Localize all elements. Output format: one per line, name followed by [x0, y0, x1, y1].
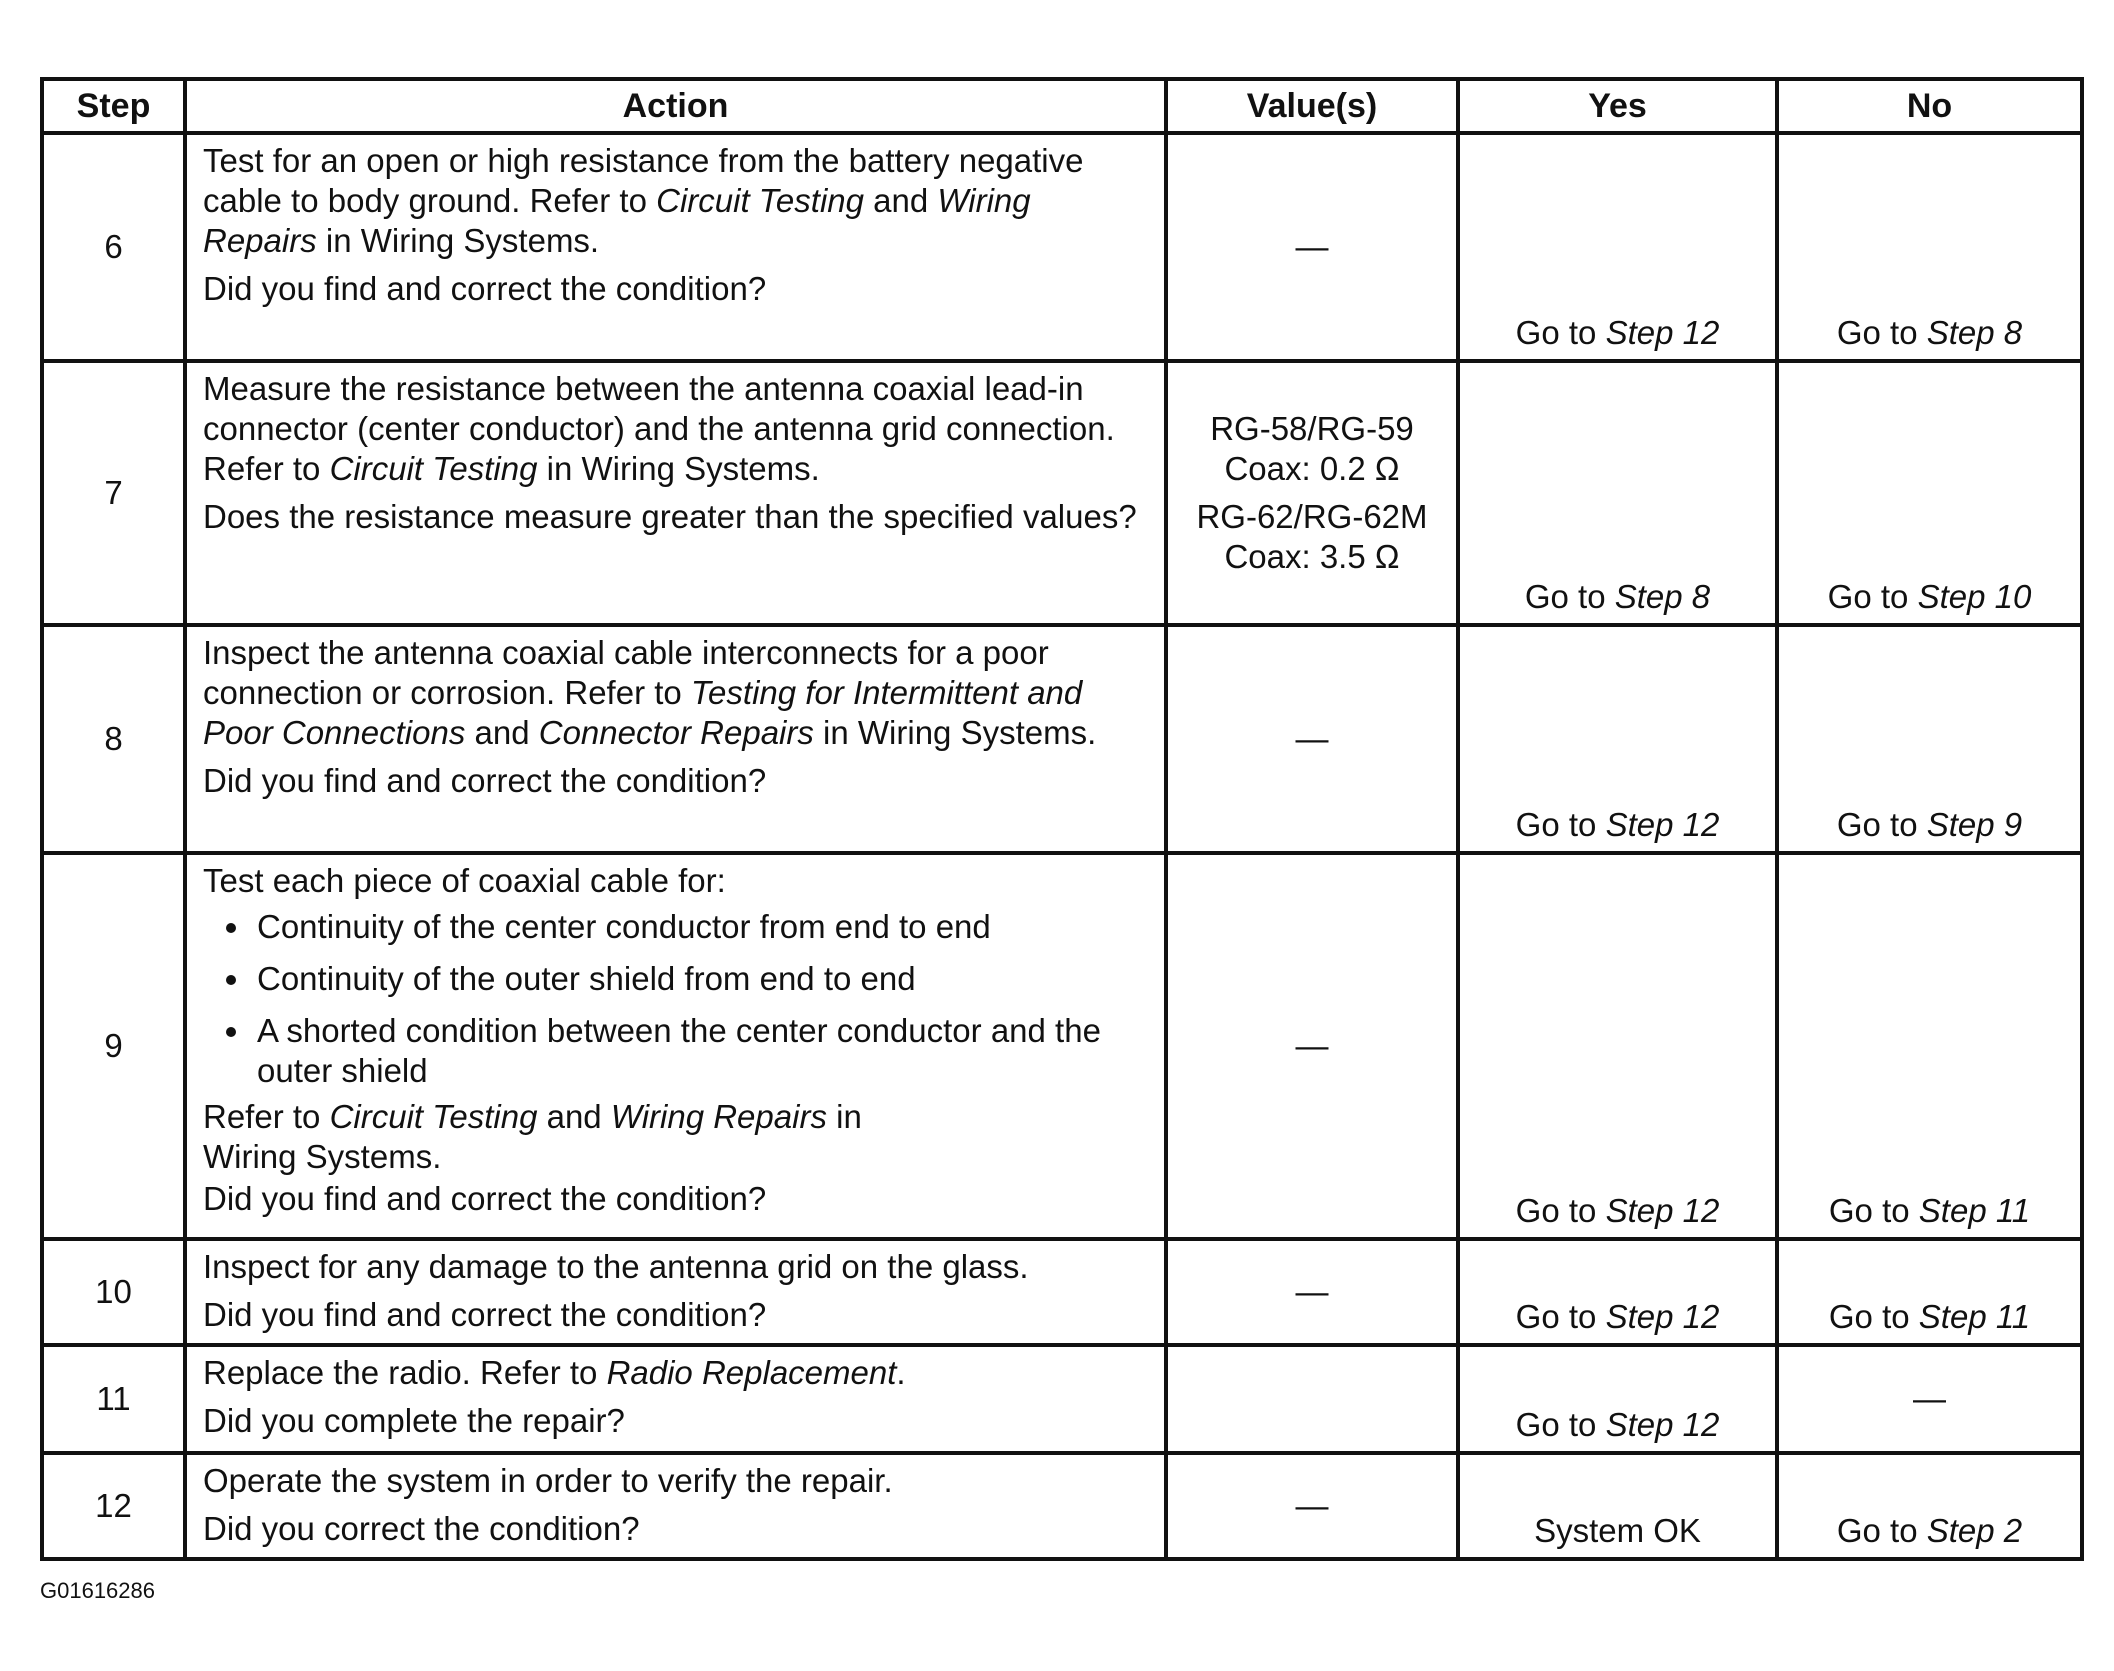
goto-step: Step 9 [1926, 806, 2023, 843]
header-no: No [1777, 79, 2082, 133]
yes-cell: System OK [1458, 1453, 1777, 1559]
action-text-part: and [465, 714, 539, 751]
reference-link: Radio Replacement [606, 1354, 897, 1391]
action-text-part: Replace the radio. Refer to [203, 1354, 607, 1391]
reference-link: Circuit Testing [329, 1098, 538, 1135]
action-cell [185, 625, 1166, 853]
table-row [42, 133, 2082, 361]
goto-prefix: Go to [1836, 1512, 1927, 1549]
coax-type: RG-62/RG-62M [1196, 498, 1428, 535]
action-cell [185, 853, 1166, 1239]
action-text-part: in Wiring Systems. [537, 450, 820, 487]
no-cell [1777, 1239, 2082, 1345]
value-cell [1166, 1345, 1458, 1453]
yes-cell [1458, 625, 1777, 853]
action-text-part: . [896, 1354, 906, 1391]
goto-step: Step 12 [1605, 1298, 1720, 1335]
action-text-part: Refer to [203, 1098, 330, 1135]
reference-link: Wiring Repairs [203, 182, 1031, 259]
action-question: Did you find and correct the condition? [203, 270, 767, 307]
reference-link: Wiring Repairs [610, 1098, 827, 1135]
step-number: 7 [42, 361, 185, 625]
step-number: 6 [42, 133, 185, 361]
step-number: 9 [42, 853, 185, 1239]
coax-resistance: Coax: 0.2 Ω [1224, 450, 1400, 487]
header-values: Value(s) [1166, 79, 1458, 133]
header-step: Step [42, 79, 185, 133]
goto-prefix: Go to [1828, 1192, 1919, 1229]
step-number: 11 [42, 1345, 185, 1453]
action-text-part: in Wiring Systems. [813, 714, 1097, 751]
value-cell: — [1166, 625, 1458, 853]
value-cell: — [1166, 1239, 1458, 1345]
no-cell [1777, 133, 2082, 361]
action-text-part: in Wiring Systems. [203, 1098, 862, 1175]
no-cell [1777, 1453, 2082, 1559]
coax-spec [1168, 409, 1456, 489]
table-row [42, 1239, 2082, 1345]
action-question: Does the resistance measure greater than the specified values? [203, 498, 1137, 535]
goto-prefix: Go to [1515, 1406, 1606, 1443]
action-question: Did you complete the repair? [203, 1402, 625, 1439]
coax-resistance: Coax: 3.5 Ω [1224, 538, 1400, 575]
yes-cell [1458, 133, 1777, 361]
action-cell [185, 1239, 1166, 1345]
action-text: Inspect for any damage to the antenna grid on the glass. [203, 1248, 1029, 1285]
no-cell: — [1777, 1345, 2082, 1453]
action-text-part: and [537, 1098, 611, 1135]
goto-prefix: Go to [1836, 314, 1927, 351]
goto-step: Step 11 [1918, 1192, 2031, 1229]
action-text [203, 369, 1152, 489]
table-row [42, 1345, 2082, 1453]
table-header-row [42, 79, 2082, 133]
step-number: 10 [42, 1239, 185, 1345]
coax-spec [1168, 497, 1456, 577]
diagnostic-table-container [40, 77, 2080, 1561]
action-cell [185, 133, 1166, 361]
goto-step: Step 12 [1605, 1406, 1720, 1443]
table-row [42, 625, 2082, 853]
goto-step: Step 10 [1917, 578, 2032, 615]
goto-prefix: Go to [1827, 578, 1918, 615]
goto-step: Step 12 [1605, 1192, 1720, 1229]
header-yes: Yes [1458, 79, 1777, 133]
header-action: Action [185, 79, 1166, 133]
goto-step: Step 8 [1614, 578, 1711, 615]
goto-prefix: Go to [1524, 578, 1615, 615]
check-list-item: • Continuity of the center conductor from end to end [253, 907, 1152, 947]
action-question: Did you find and correct the condition? [203, 762, 767, 799]
goto-prefix: Go to [1515, 1192, 1606, 1229]
check-list-item: • A shorted condition between the center conductor and the outer shield [253, 1011, 1152, 1091]
value-cell: — [1166, 853, 1458, 1239]
action-text-part: in Wiring Systems. [316, 222, 600, 259]
step-number: 8 [42, 625, 185, 853]
action-cell [185, 1453, 1166, 1559]
table-row [42, 1453, 2082, 1559]
yes-cell [1458, 1345, 1777, 1453]
action-intro: Test each piece of coaxial cable for: [203, 862, 726, 899]
yes-cell [1458, 853, 1777, 1239]
goto-prefix: Go to [1515, 314, 1606, 351]
goto-prefix: Go to [1836, 806, 1927, 843]
figure-id: G01616286 [40, 1578, 155, 1603]
yes-cell [1458, 361, 1777, 625]
goto-prefix: Go to [1515, 806, 1606, 843]
goto-step: Step 2 [1926, 1512, 2023, 1549]
action-text: Operate the system in order to verify the repair. [203, 1462, 893, 1499]
reference-link: Circuit Testing [656, 182, 864, 219]
action-text [203, 141, 1103, 261]
action-text-part: Test for an open or high resistance from the battery negative cable to body ground. Refer to [203, 142, 1084, 219]
table-row [42, 853, 2082, 1239]
action-question: Did you find and correct the condition? [203, 1180, 767, 1217]
check-list-item: • Continuity of the outer shield from end to end [253, 959, 1152, 999]
action-text [203, 633, 1123, 753]
value-cell: — [1166, 133, 1458, 361]
no-cell [1777, 625, 2082, 853]
action-text-part: Measure the resistance between the antenna coaxial lead-in connector (center conductor) and the antenna grid connection. Refer to [203, 370, 1115, 487]
diagnostic-table [40, 77, 2084, 1561]
goto-step: Step 8 [1926, 314, 2023, 351]
action-text-part: and [864, 182, 938, 219]
no-cell [1777, 361, 2082, 625]
goto-prefix: Go to [1515, 1298, 1606, 1335]
yes-cell [1458, 1239, 1777, 1345]
goto-step: Step 12 [1605, 314, 1720, 351]
step-number: 12 [42, 1453, 185, 1559]
value-cell [1166, 361, 1458, 625]
table-row [42, 361, 2082, 625]
goto-step: Step 11 [1918, 1298, 2031, 1335]
value-cell: — [1166, 1453, 1458, 1559]
action-cell [185, 1345, 1166, 1453]
action-text [203, 1353, 1152, 1393]
action-text-part: Inspect the antenna coaxial cable interconnects for a poor connection or corrosion. Refer to [203, 634, 1049, 711]
reference-link: Connector Repairs [538, 714, 814, 751]
action-cell [185, 361, 1166, 625]
goto-prefix: Go to [1828, 1298, 1919, 1335]
action-question: Did you correct the condition? [203, 1510, 640, 1547]
reference-link: Testing for Intermittent and Poor Connections [203, 674, 1083, 751]
reference-link: Circuit Testing [329, 450, 538, 487]
coax-type: RG-58/RG-59 [1210, 410, 1414, 447]
no-cell [1777, 853, 2082, 1239]
goto-step: Step 12 [1605, 806, 1720, 843]
action-question: Did you find and correct the condition? [203, 1296, 767, 1333]
action-text [203, 1097, 903, 1177]
check-list [203, 907, 1152, 1091]
